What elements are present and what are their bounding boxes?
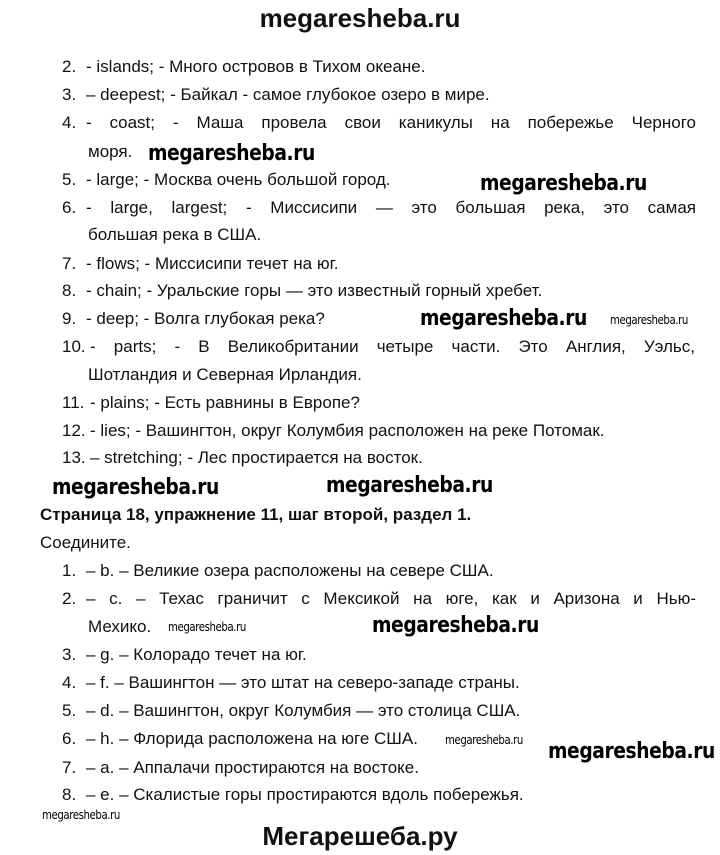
item-text: – stretching; - Лес простирается на восток. — [90, 448, 423, 467]
watermark: megaresheba.ru — [548, 739, 715, 764]
item-text: – d. – Вашингтон, округ Колумбия — это столица США. — [86, 701, 521, 720]
item-number: 8. — [62, 281, 77, 300]
item-text: – g. – Колорадо течет на юг. — [86, 645, 307, 664]
item-text: - plains; - Есть равнины в Европе? — [90, 393, 360, 412]
item-text: - flows; - Миссисипи течет на юг. — [86, 254, 339, 273]
item-text: – c. – Техас граничит с Мексикой на юге, как и Аризона и Нью- — [86, 589, 696, 608]
section-intro: Соедините. — [40, 533, 131, 552]
item-number: 12. — [62, 421, 86, 440]
watermark: megaresheba.ru — [52, 475, 219, 500]
item-continuation: Мехико. — [88, 617, 152, 636]
item-text: – b. – Великие озера расположены на севере США. — [86, 561, 494, 580]
site-footer: Мегарешеба.ру — [262, 821, 458, 851]
item-continuation: моря. — [88, 142, 133, 161]
item-number: 10. — [62, 337, 86, 356]
item-number: 7. — [62, 758, 77, 777]
item-number: 4. — [62, 673, 77, 692]
item-text: - coast; - Маша провела свои каникулы на побережье Черного — [86, 113, 696, 132]
watermark: megaresheba.ru — [148, 141, 315, 166]
item-continuation: большая река в США. — [88, 225, 262, 244]
item-text: – a. – Аппалачи простираются на востоке. — [86, 758, 419, 777]
item-number: 2. — [62, 57, 77, 76]
item-text: - parts; - В Великобритании четыре части. Это Англия, Уэльс, — [90, 337, 695, 356]
watermark: megaresheba.ru — [445, 733, 523, 747]
item-text: – deepest; - Байкал - самое глубокое озеро в мире. — [86, 85, 490, 104]
site-header: megaresheba.ru — [259, 3, 461, 33]
item-number: 6. — [62, 198, 77, 217]
item-continuation: Шотландия и Северная Ирландия. — [88, 365, 362, 384]
watermark: megaresheba.ru — [610, 313, 688, 327]
item-number: 5. — [62, 170, 77, 189]
item-number: 3. — [62, 645, 77, 664]
item-number: 8. — [62, 785, 77, 804]
watermark: megaresheba.ru — [372, 613, 539, 638]
item-text: – f. – Вашингтон — это штат на северо-западе страны. — [86, 673, 520, 692]
item-text: – h. – Флорида расположена на юге США. — [86, 729, 418, 748]
item-text: – e. – Скалистые горы простираются вдоль побережья. — [86, 785, 524, 804]
item-number: 13. — [62, 448, 86, 467]
item-number: 6. — [62, 729, 77, 748]
item-text: - chain; - Уральские горы — это известный горный хребет. — [86, 281, 543, 300]
item-text: - deep; - Волга глубокая река? — [86, 309, 325, 328]
watermark: megaresheba.ru — [326, 473, 493, 498]
item-text: - lies; - Вашингтон, округ Колумбия расположен на реке Потомак. — [90, 421, 605, 440]
item-number: 1. — [62, 561, 77, 580]
item-number: 4. — [62, 113, 77, 132]
item-number: 9. — [62, 309, 77, 328]
item-number: 3. — [62, 85, 77, 104]
watermark: megaresheba.ru — [420, 306, 587, 331]
watermark: megaresheba.ru — [168, 620, 246, 634]
item-number: 2. — [62, 589, 77, 608]
section-heading: Страница 18, упражнение 11, шаг второй, раздел 1. — [40, 505, 472, 524]
item-text: - islands; - Много островов в Тихом океане. — [86, 57, 426, 76]
watermark: megaresheba.ru — [480, 171, 647, 196]
watermark: megaresheba.ru — [42, 808, 120, 822]
item-number: 7. — [62, 254, 77, 273]
item-text: - large, largest; - Миссисипи — это большая река, это самая — [86, 198, 696, 217]
item-number: 11. — [62, 393, 85, 412]
item-text: - large; - Москва очень большой город. — [86, 170, 391, 189]
item-number: 5. — [62, 701, 77, 720]
